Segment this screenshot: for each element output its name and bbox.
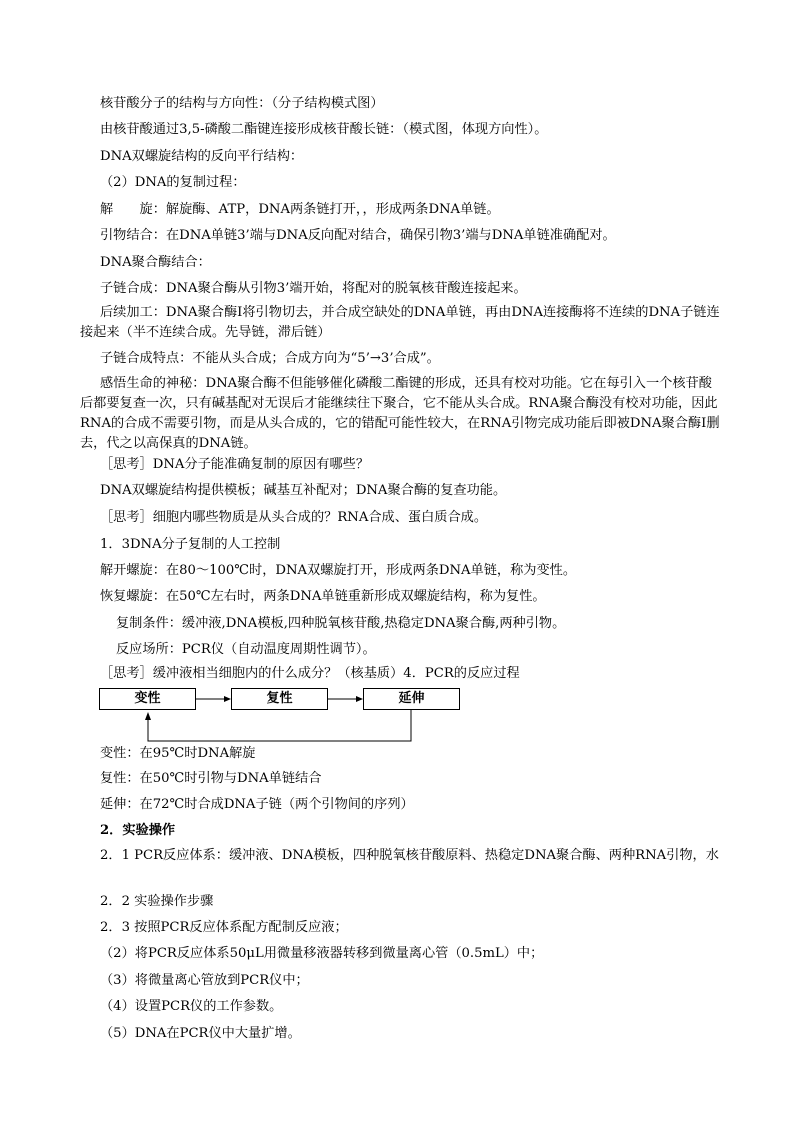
replication-conditions-line: 复制条件：缓冲液,DNA模板,四种脱氧核苷酸,热稳定DNA聚合酶,两种引物。: [116, 616, 566, 631]
denature-detail-line: 变性：在95℃时DNA解旋: [100, 746, 256, 761]
strand-synthesis-line: 子链合成：DNA聚合酶从引物3’端开始，将配对的脱氧核苷酸连接起来。: [100, 281, 527, 296]
procedure-heading: 2．2 实验操作步骤: [100, 894, 214, 909]
experiment-heading: 2．实验操作: [100, 823, 176, 838]
section-1-3-heading: 1．3DNA分子复制的人工控制: [100, 537, 281, 552]
think-question-2: ［思考］细胞内哪些物质是从头合成的？RNA合成、蛋白质合成。: [100, 510, 488, 525]
think-question-3: ［思考］缓冲液相当细胞内的什么成分？（核基质）4．PCR的反应过程: [100, 666, 520, 681]
step-settings-line: （4）设置PCR仪的工作参数。: [100, 999, 283, 1014]
extend-detail-line: 延伸：在72℃时合成DNA子链（两个引物间的序列）: [100, 797, 414, 812]
arrowhead-cycle: [145, 712, 151, 720]
unwinding-line: 解 旋：解旋酶、ATP，DNA两条链打开，，形成两条DNA单链。: [100, 202, 500, 217]
reaction-site-line: 反应场所：PCR仪（自动温度周期性调节）。: [116, 642, 376, 657]
synthesis-feature-line: 子链合成特点：不能从头合成；合成方向为“5’→3’合成”。: [100, 351, 440, 366]
renaturation-line: 恢复螺旋：在50℃左右时，两条DNA单链重新形成双螺旋结构，称为复性。: [100, 589, 546, 604]
think-answer-1: DNA双螺旋结构提供模板；碱基互补配对；DNA聚合酶的复查功能。: [100, 483, 507, 498]
denaturation-line: 解开螺旋：在80～100℃时，DNA双螺旋打开，形成两条DNA单链，称为变性。: [100, 563, 577, 578]
arrowhead-anneal: [224, 696, 231, 702]
replication-process-heading: （2）DNA的复制过程：: [100, 175, 246, 190]
polymerase-binding-line: DNA聚合酶结合：: [100, 255, 211, 270]
phosphodiester-line: 由核苷酸通过3,5-磷酸二酯键连接形成核苷酸长链：（模式图，体现方向性）。: [100, 122, 548, 137]
step-prepare-line: 2．3 按照PCR反应体系配方配制反应液；: [100, 920, 348, 935]
flow-step-anneal: 复性: [231, 688, 328, 710]
arrowhead-extend: [356, 696, 363, 702]
step-place-line: （3）将微量离心管放到PCR仪中；: [100, 973, 309, 988]
antiparallel-line: DNA双螺旋结构的反向平行结构：: [100, 149, 304, 164]
step-transfer-line: （2）将PCR反应体系50μL用微量移液器转移到微量离心管（0.5mL）中；: [100, 946, 544, 961]
pcr-system-paragraph: 2．1 PCR反应体系：缓冲液、DNA模板，四种脱氧核苷酸原料、热稳定DNA聚合酶、两种RNA引物，水: [100, 848, 719, 863]
think-question-1: ［思考］DNA分子能准确复制的原因有哪些？: [100, 457, 370, 472]
insight-paragraph: 感悟生命的神秘：DNA聚合酶不但能够催化磷酸二酯键的形成，还具有校对功能。它在每引入一个核苷酸后都要复查一次，只有碱基配对无误后才能继续往下聚合，它不能从头合成。RNA聚合酶没有校对功能，因此RNA的合成不需要引物，而是从头合成的，它的错配可能性较大，在RNA引物完成功能后即被DNA聚合酶Ⅰ删去，代之以高保真的DNA链。: [80, 376, 720, 451]
step-amplify-line: （5）DNA在PCR仪中大量扩增。: [100, 1026, 301, 1041]
primer-binding-line: 引物结合：在DNA单链3’端与DNA反向配对结合，确保引物3’端与DNA单链准确配对。: [100, 228, 616, 243]
nucleotide-structure-line: 核苷酸分子的结构与方向性：（分子结构模式图）: [100, 96, 384, 111]
flow-step-denature: 变性: [99, 688, 196, 710]
arrow-cycle-return: [148, 710, 411, 741]
post-processing-paragraph: 后续加工：DNA聚合酶Ⅰ将引物切去，并合成空缺处的DNA单链，再由DNA连接酶将不连续的DNA子链连接起来（半不连续合成。先导链，滞后链）: [80, 305, 720, 340]
flow-step-extend: 延伸: [363, 688, 460, 710]
anneal-detail-line: 复性：在50℃时引物与DNA单链结合: [100, 771, 322, 786]
